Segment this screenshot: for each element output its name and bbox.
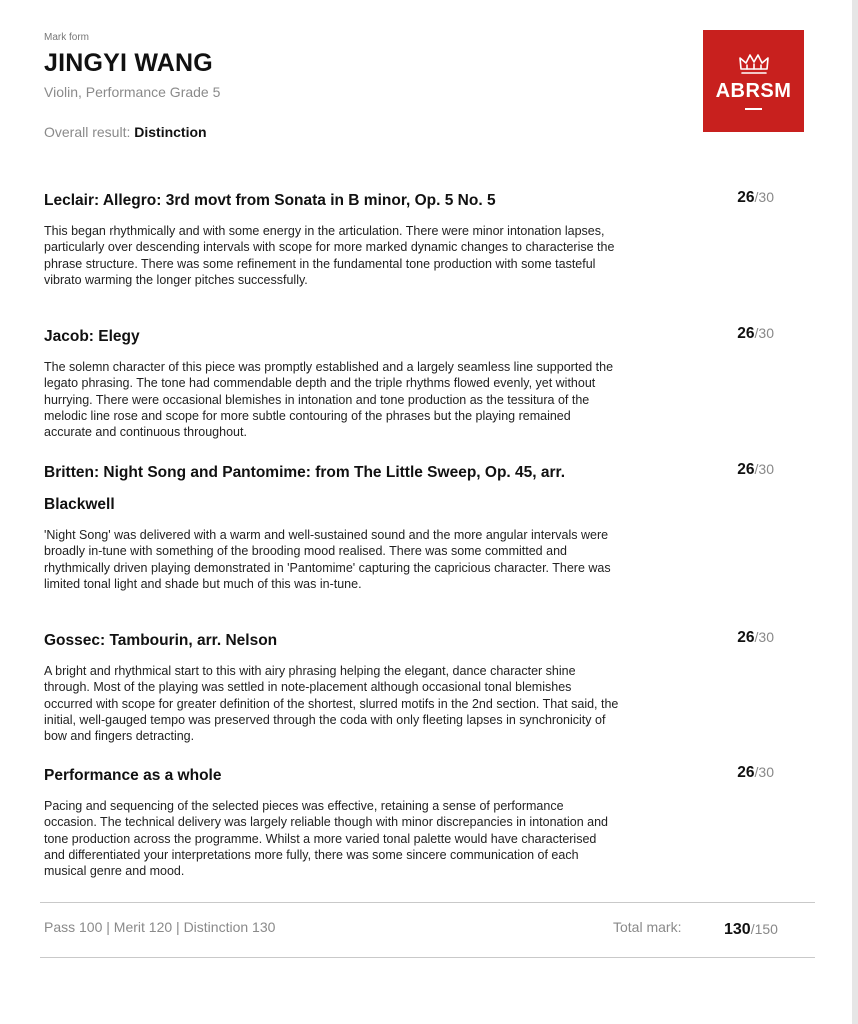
abrsm-logo [703, 30, 804, 132]
examiner-comment: The solemn character of this piece was promptly established and a largely seamless line supported the legato phrasing. The tone had commendable depth and the triple rhythms flowed evenly, yet without hurrying. There were occasional blemishes in intonation and tone production as the tessitura of the melodic line rose and scope for more subtle contouring of the phrases but the playing remained accurate and continuous throughout. [44, 360, 614, 440]
crown-icon [738, 52, 770, 76]
piece-score-value: 26 [737, 325, 755, 342]
piece-score-max: /30 [754, 325, 774, 341]
piece-score-max: /30 [754, 461, 774, 477]
examiner-comment: 'Night Song' was delivered with a warm and well-sustained sound and the more angular intervals were broadly in-tune with something of the brooding mood realised. There was some committed and rhythmically driven playing demonstrated in 'Pantomime' capturing the capricious character. There was limited tonal light and shade but much of this was in-tune. [44, 528, 611, 591]
examiner-comment: A bright and rhythmical start to this with airy phrasing helping the elegant, dance character shine through. Most of the playing was settled in note-placement although occasional tonal blemishes occurred with scope for greater definition of the shortest, slurred motifs in the 2nd section. That said, the initial, well-gauged tempo was preserved through the coda with only fleeting lapses in synchronicity of bow and fingers detracting. [44, 664, 619, 744]
piece-score-value: 26 [737, 189, 755, 206]
mark-form-header [44, 32, 684, 140]
piece-score-value: 26 [737, 629, 755, 646]
piece-section [44, 760, 784, 879]
piece-title: Britten: Night Song and Pantomime: from The Little Sweep, Op. 45, arr. Blackwell [44, 464, 566, 513]
total-mark [724, 921, 778, 939]
logo-underline [745, 108, 762, 110]
piece-section [44, 185, 784, 288]
piece-score [737, 629, 774, 647]
piece-score [737, 764, 774, 782]
overall-result-label: Overall result: [44, 124, 131, 140]
piece-section [44, 321, 784, 440]
candidate-name: JINGYI WANG [44, 49, 213, 77]
examiner-comment: Pacing and sequencing of the selected pieces was effective, retaining a sense of performance occasion. The technical delivery was largely reliable though with minor discrepancies in intonation and tone production across the programme. Whilst a more varied tonal palette would have characterised and differentiated your interpretations more fully, there was some sincere communication of each musical genre and mood. [44, 799, 608, 879]
mark-summary-footer [44, 919, 789, 943]
examiner-comment: This began rhythmically and with some energy in the articulation. There were minor intonation lapses, particularly over descending intervals with scope for more marked dynamic changes to characterise the phrase structure. There was some refinement in the fundamental tone production with some tasteful vibrato warming the longer pitches successfully. [44, 224, 615, 287]
piece-section [44, 625, 784, 744]
piece-score-max: /30 [754, 189, 774, 205]
piece-score-value: 26 [737, 461, 755, 478]
piece-title: Jacob: Elegy [44, 328, 140, 345]
footer-divider-bottom [40, 957, 815, 958]
abrsm-logo-text: ABRSM [715, 80, 792, 102]
piece-title: Performance as a whole [44, 767, 222, 784]
piece-score [737, 189, 774, 207]
piece-score-max: /30 [754, 629, 774, 645]
footer-divider-top [40, 902, 815, 903]
overall-result-value: Distinction [134, 124, 207, 140]
piece-score-max: /30 [754, 764, 774, 780]
total-mark-value: 130 [724, 921, 751, 938]
piece-title: Gossec: Tambourin, arr. Nelson [44, 632, 278, 649]
page-edge [852, 0, 858, 1024]
overall-result [44, 124, 684, 140]
mark-form-label: Mark form [44, 32, 89, 43]
total-mark-label: Total mark: [613, 919, 682, 935]
total-mark-max: /150 [750, 921, 778, 937]
exam-subject: Violin, Performance Grade 5 [44, 84, 221, 100]
piece-score [737, 325, 774, 343]
grade-thresholds: Pass 100 | Merit 120 | Distinction 130 [44, 919, 276, 935]
piece-score [737, 461, 774, 479]
piece-title: Leclair: Allegro: 3rd movt from Sonata in B minor, Op. 5 No. 5 [44, 192, 496, 209]
piece-section [44, 457, 784, 592]
piece-score-value: 26 [737, 764, 755, 781]
